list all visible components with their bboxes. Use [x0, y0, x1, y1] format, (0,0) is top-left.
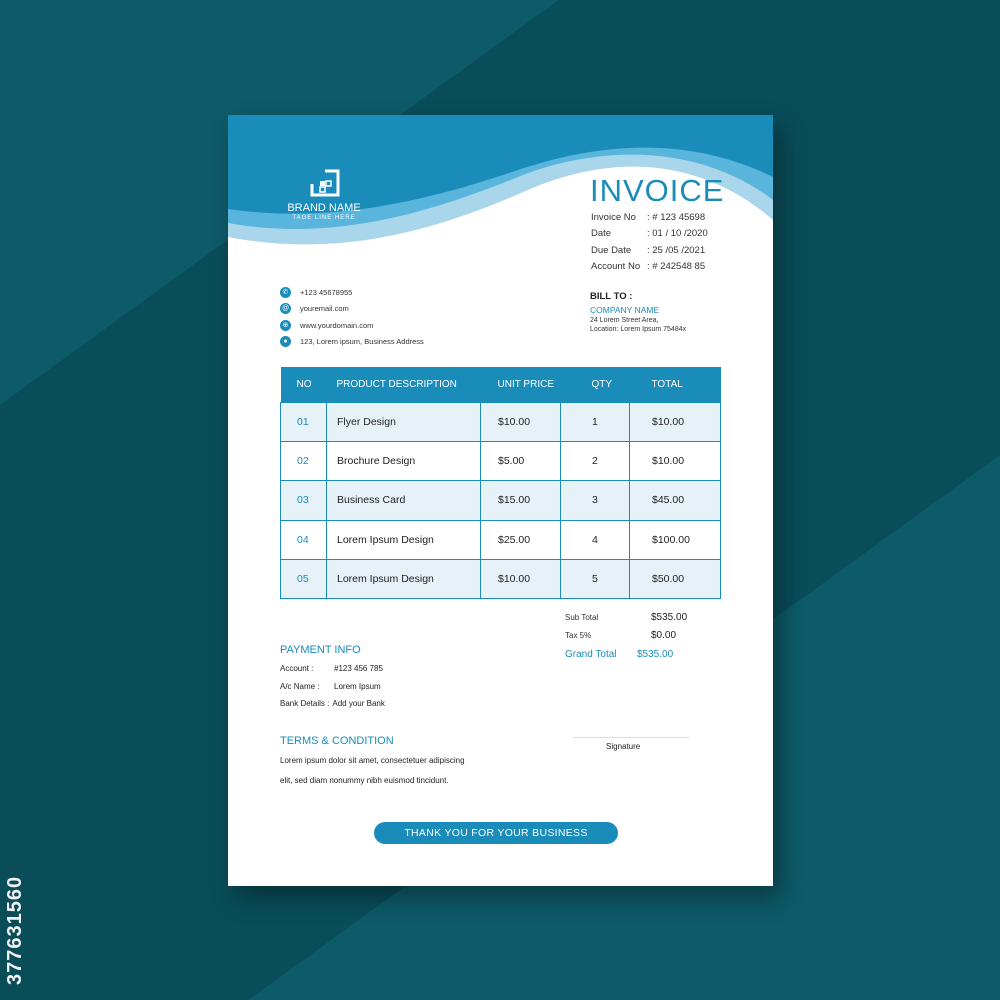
header-qty: QTY	[561, 367, 630, 402]
header-unit-price: UNIT PRICE	[481, 367, 561, 402]
payment-info	[280, 660, 385, 713]
meta-value: : 01 / 10 /2020	[647, 228, 708, 240]
contact-address	[280, 334, 424, 351]
row-unit-price: $5.00	[481, 441, 561, 480]
payment-info-title: PAYMENT INFO	[280, 644, 361, 656]
invoice-number-row	[591, 209, 761, 226]
bill-to	[590, 291, 686, 333]
row-total: $50.00	[630, 560, 721, 599]
payment-value: #123 456 785	[334, 664, 383, 674]
payment-value: Lorem Ipsum	[334, 681, 381, 691]
row-total: $10.00	[630, 402, 721, 441]
invoice-title: INVOICE	[590, 173, 725, 208]
table-row	[281, 441, 721, 480]
brand-name: BRAND NAME	[287, 202, 361, 214]
header-total: TOTAL	[630, 367, 721, 402]
email-icon: @	[281, 305, 290, 313]
invoice-page	[228, 115, 773, 886]
bill-to-company: COMPANY NAME	[590, 305, 660, 315]
contact-email	[280, 301, 424, 318]
subtotal-row	[565, 608, 687, 627]
invoice-meta	[591, 209, 761, 275]
payment-label: A/c Name :	[280, 681, 320, 691]
tax-label: Tax 5%	[565, 631, 592, 641]
contact-text: 123, Lorem ipsum, Business Address	[300, 337, 424, 347]
signature-line	[573, 737, 690, 738]
invoice-date-row	[591, 226, 761, 243]
brand-tagline: TAGE LINE HERE	[292, 215, 356, 221]
row-total: $10.00	[630, 441, 721, 480]
row-description: Lorem Ipsum Design	[327, 560, 481, 599]
row-description: Business Card	[327, 481, 481, 520]
subtotal-value: $535.00	[651, 611, 688, 623]
table-header-row	[281, 367, 721, 402]
subtotal-label: Sub Total	[565, 612, 599, 622]
contact-text: +123 45678955	[300, 287, 353, 297]
row-qty: 3	[561, 481, 630, 520]
table-row	[281, 481, 721, 520]
table-row	[281, 402, 721, 441]
row-total: $45.00	[630, 481, 721, 520]
terms-title: TERMS & CONDITION	[280, 735, 394, 747]
meta-label: Account No	[591, 261, 641, 273]
row-qty: 2	[561, 441, 630, 480]
bill-to-address-line: Location: Lorem Ipsum 75484x	[590, 326, 687, 333]
totals	[565, 608, 687, 664]
header-description: PRODUCT DESCRIPTION	[327, 367, 481, 402]
location-icon: ●	[280, 336, 291, 347]
meta-value: : # 123 45698	[647, 211, 706, 223]
row-unit-price: $15.00	[481, 481, 561, 520]
row-description: Flyer Design	[327, 402, 481, 441]
payment-value: Add your Bank	[332, 699, 385, 709]
grand-total-label: Grand Total	[565, 648, 617, 660]
contact-phone	[280, 284, 424, 301]
table-row	[281, 560, 721, 599]
row-qty: 1	[561, 402, 630, 441]
thank-you-banner: THANK YOU FOR YOUR BUSINESS	[374, 822, 618, 844]
bill-to-label: BILL TO :	[590, 291, 633, 302]
row-no: 01	[281, 402, 327, 441]
meta-label: Date	[591, 228, 612, 240]
row-no: 05	[281, 560, 327, 599]
signature-label: Signature	[606, 742, 641, 751]
items-table	[280, 367, 721, 599]
row-total: $100.00	[630, 520, 721, 559]
meta-value: : 25 /05 /2021	[647, 244, 706, 256]
row-unit-price: $10.00	[481, 402, 561, 441]
bill-to-address-line: 24 Lorem Street Area,	[590, 317, 659, 324]
terms-text	[280, 751, 520, 791]
contact-website	[280, 317, 424, 334]
contact-text: youremail.com	[300, 304, 349, 314]
payment-account-row	[280, 660, 385, 678]
row-description: Brochure Design	[327, 441, 481, 480]
contact-text: www.yourdomain.com	[300, 320, 374, 330]
account-number-row	[591, 259, 761, 276]
stock-id: 377631560	[4, 875, 26, 985]
grand-total-row	[565, 645, 687, 664]
meta-value: : # 242548 85	[647, 261, 706, 273]
tax-row	[565, 627, 687, 646]
due-date-row	[591, 242, 761, 259]
row-qty: 5	[561, 560, 630, 599]
payment-name-row	[280, 678, 385, 696]
grand-total-value: $535.00	[637, 648, 674, 660]
terms-line: elit, sed diam nonummy nibh euismod tincidunt.	[280, 776, 449, 785]
payment-bank-row	[280, 695, 385, 713]
brand-logo-icon	[308, 168, 342, 198]
terms-line: Lorem ipsum dolor sit amet, consectetuer adipiscing	[280, 756, 465, 765]
row-qty: 4	[561, 520, 630, 559]
table-row	[281, 520, 721, 559]
header-no: NO	[281, 367, 327, 402]
payment-label: Bank Details :	[280, 699, 330, 709]
row-no: 02	[281, 441, 327, 480]
row-description: Lorem Ipsum Design	[327, 520, 481, 559]
meta-label: Due Date	[591, 244, 632, 256]
row-unit-price: $25.00	[481, 520, 561, 559]
row-no: 04	[281, 520, 327, 559]
payment-label: Account :	[280, 664, 314, 674]
tax-value: $0.00	[651, 630, 677, 642]
meta-label: Invoice No	[591, 211, 636, 223]
row-no: 03	[281, 481, 327, 520]
globe-icon: ⊕	[280, 320, 291, 331]
contact-info	[280, 284, 424, 350]
row-unit-price: $10.00	[481, 560, 561, 599]
phone-icon: ✆	[280, 287, 291, 298]
